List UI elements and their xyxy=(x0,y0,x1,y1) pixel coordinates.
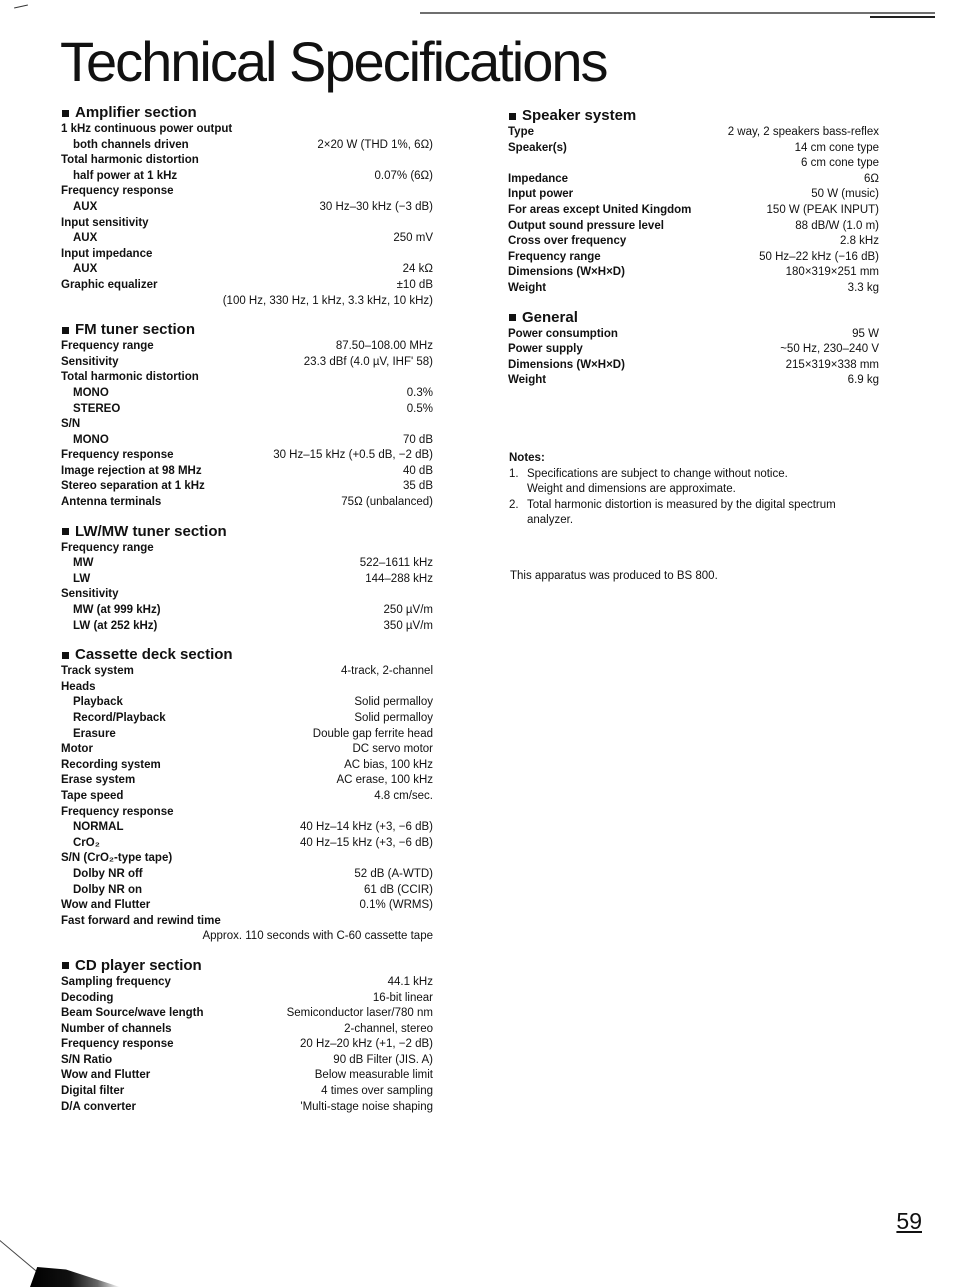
spec-row xyxy=(60,184,433,200)
spec-label: Decoding xyxy=(61,991,114,1004)
spec-row xyxy=(60,991,433,1007)
spec-row xyxy=(60,851,433,867)
spec-label: Weight xyxy=(508,281,547,294)
spec-row xyxy=(60,355,433,371)
spec-value: DC servo motor xyxy=(352,743,433,756)
spec-row xyxy=(60,867,433,883)
spec-row xyxy=(60,1100,433,1116)
spec-label: Output sound pressure level xyxy=(508,219,664,232)
spec-row xyxy=(507,342,879,358)
spec-value: 40 Hz–14 kHz (+3, −6 dB) xyxy=(300,821,433,834)
spec-label: Frequency range xyxy=(61,340,154,353)
note-line: Specifications are subject to change without notice. xyxy=(527,467,788,480)
spec-row xyxy=(60,122,433,138)
spec-label: For areas except United Kingdom xyxy=(508,203,692,216)
spec-row xyxy=(60,773,433,789)
spec-row xyxy=(60,556,433,572)
spec-label: MONO xyxy=(73,386,109,399)
spec-label: Erasure xyxy=(73,727,116,740)
spec-label: AUX xyxy=(73,200,98,213)
spec-row xyxy=(60,805,433,821)
spec-label: Speaker(s) xyxy=(508,141,567,154)
note-line: Total harmonic distortion is measured by the digital spectrum xyxy=(527,498,836,511)
spec-label: Dimensions (W×H×D) xyxy=(508,266,625,279)
spec-row xyxy=(507,265,879,281)
spec-value: 40 Hz–15 kHz (+3, −6 dB) xyxy=(300,836,433,849)
spec-row xyxy=(60,758,433,774)
spec-value: 215×319×338 mm xyxy=(785,358,879,371)
spec-value: 2.8 kHz xyxy=(840,235,879,248)
square-bullet-icon xyxy=(62,652,69,659)
spec-row xyxy=(60,200,433,216)
spec-value: 23.3 dBf (4.0 µV, IHF' 58) xyxy=(303,355,433,368)
spec-value: 6 cm cone type xyxy=(801,157,879,170)
spec-row xyxy=(60,680,433,696)
spec-value: 0.5% xyxy=(406,402,433,415)
spec-section xyxy=(60,646,433,945)
spec-value: Below measurable limit xyxy=(314,1069,433,1082)
spec-row xyxy=(60,479,433,495)
spec-label: Cross over frequency xyxy=(508,235,627,248)
spec-row xyxy=(60,898,433,914)
spec-value: 30 Hz–15 kHz (+0.5 dB, −2 dB) xyxy=(273,449,433,462)
spec-value: 2 way, 2 speakers bass-reflex xyxy=(727,126,879,138)
page-title: Technical Specifications xyxy=(60,30,607,93)
spec-row xyxy=(507,219,879,235)
spec-row xyxy=(60,153,433,169)
spec-row xyxy=(507,281,879,297)
spec-label: Dimensions (W×H×D) xyxy=(508,358,625,371)
spec-label: Frequency response xyxy=(61,185,174,198)
square-bullet-icon xyxy=(62,110,69,117)
spec-value: 0.07% (6Ω) xyxy=(374,169,433,182)
section-title-text: General xyxy=(522,308,578,326)
spec-label: D/A converter xyxy=(61,1100,136,1113)
spec-row xyxy=(60,464,433,480)
spec-row xyxy=(60,789,433,805)
spec-value: ~50 Hz, 230–240 V xyxy=(780,343,879,356)
spec-value: 250 mV xyxy=(393,232,433,245)
spec-value: 150 W (PEAK INPUT) xyxy=(766,203,879,216)
spec-value: 90 dB Filter (JIS. A) xyxy=(333,1053,433,1066)
spec-row xyxy=(60,1006,433,1022)
spec-value: 50 Hz–22 kHz (−16 dB) xyxy=(759,250,879,263)
spec-row xyxy=(60,1084,433,1100)
spec-value: 30 Hz–30 kHz (−3 dB) xyxy=(319,200,433,213)
spec-label: Frequency range xyxy=(61,541,154,554)
square-bullet-icon xyxy=(62,528,69,535)
notes-block xyxy=(509,451,879,529)
spec-row xyxy=(60,1053,433,1069)
spec-label: MW xyxy=(73,557,94,570)
spec-value: Solid permalloy xyxy=(354,696,433,709)
section-title xyxy=(507,309,879,327)
spec-row xyxy=(60,448,433,464)
spec-value: (100 Hz, 330 Hz, 1 kHz, 3.3 kHz, 10 kHz) xyxy=(222,294,433,307)
spec-label: Sensitivity xyxy=(61,355,119,368)
spec-label: 1 kHz continuous power output xyxy=(61,123,233,135)
spec-row xyxy=(60,572,433,588)
spec-row xyxy=(60,1037,433,1053)
spec-section xyxy=(60,104,433,309)
spec-label: Record/Playback xyxy=(73,712,166,724)
spec-label: Frequency response xyxy=(61,449,174,462)
section-title xyxy=(60,523,433,541)
spec-row xyxy=(507,250,879,266)
notes-title: Notes: xyxy=(509,452,545,464)
spec-row xyxy=(507,125,879,141)
spec-label: NORMAL xyxy=(73,821,124,834)
spec-row xyxy=(60,402,433,418)
spec-row xyxy=(507,234,879,250)
spec-row xyxy=(60,883,433,899)
spec-row xyxy=(507,141,879,157)
spec-label: Image rejection at 98 MHz xyxy=(61,464,202,477)
spec-label: Antenna terminals xyxy=(61,496,162,509)
spec-label: LW xyxy=(73,572,91,585)
spec-value: 4 times over sampling xyxy=(321,1085,433,1098)
spec-value: Semiconductor laser/780 nm xyxy=(286,1007,433,1020)
spec-value: 95 W xyxy=(852,327,879,340)
corner-mark xyxy=(14,5,28,9)
scan-artifact-line xyxy=(0,1240,38,1273)
spec-label: Weight xyxy=(508,374,547,387)
spec-value: AC bias, 100 kHz xyxy=(344,758,433,771)
section-title xyxy=(507,107,879,125)
spec-label: S/N xyxy=(61,418,81,431)
spec-value: 6.9 kg xyxy=(847,374,879,387)
spec-row xyxy=(60,1022,433,1038)
spec-row xyxy=(60,664,433,680)
spec-label: Sampling frequency xyxy=(61,975,171,988)
bs-standard-note: This apparatus was produced to BS 800. xyxy=(510,570,718,582)
spec-label: Frequency response xyxy=(61,805,174,818)
spec-label: Power consumption xyxy=(508,327,618,340)
spec-value: Approx. 110 seconds with C-60 cassette tape xyxy=(202,930,433,943)
spec-label: Total harmonic distortion xyxy=(61,371,199,384)
spec-label: Dolby NR off xyxy=(73,867,143,880)
section-title xyxy=(60,646,433,664)
spec-label: Erase system xyxy=(61,774,136,787)
spec-section xyxy=(507,107,879,297)
spec-label: LW (at 252 kHz) xyxy=(73,619,158,632)
spec-row xyxy=(60,1068,433,1084)
spec-value: 87.50–108.00 MHz xyxy=(335,340,433,353)
spec-value: 88 dB/W (1.0 m) xyxy=(795,219,879,232)
spec-row xyxy=(60,339,433,355)
spec-label: Fast forward and rewind time xyxy=(61,914,221,927)
section-title xyxy=(60,104,433,122)
spec-value: 16-bit linear xyxy=(372,991,433,1004)
spec-label: S/N (CrO₂-type tape) xyxy=(61,852,173,865)
spec-label: Wow and Flutter xyxy=(61,899,151,912)
spec-value: 180×319×251 mm xyxy=(785,266,879,279)
spec-row xyxy=(60,417,433,433)
spec-row xyxy=(507,358,879,374)
spec-value: 40 dB xyxy=(402,464,433,477)
section-title xyxy=(60,957,433,975)
spec-value: 70 dB xyxy=(402,433,433,446)
spec-value: ±10 dB xyxy=(396,278,433,291)
spec-label: AUX xyxy=(73,232,98,245)
spec-value: 44.1 kHz xyxy=(387,975,433,988)
spec-label: Power supply xyxy=(508,343,583,356)
spec-label: Motor xyxy=(61,743,93,756)
square-bullet-icon xyxy=(509,113,516,120)
section-title-text: Amplifier section xyxy=(75,104,197,121)
top-rule xyxy=(420,12,935,14)
spec-row xyxy=(60,433,433,449)
spec-label: Sensitivity xyxy=(61,588,119,601)
section-title-text: Speaker system xyxy=(522,107,637,124)
spec-row xyxy=(60,619,433,635)
spec-value: 2-channel, stereo xyxy=(344,1022,433,1035)
spec-label: Stereo separation at 1 kHz xyxy=(61,480,205,493)
spec-label: Input impedance xyxy=(61,247,153,260)
spec-value: 6Ω xyxy=(864,172,879,185)
spec-value: 75Ω (unbalanced) xyxy=(341,496,433,509)
spec-label: CrO₂ xyxy=(73,836,100,849)
spec-row xyxy=(60,587,433,603)
spec-row xyxy=(60,695,433,711)
spec-value: 20 Hz–20 kHz (+1, −2 dB) xyxy=(300,1038,433,1051)
spec-label: Graphic equalizer xyxy=(61,278,158,291)
spec-row xyxy=(60,742,433,758)
spec-row xyxy=(60,216,433,232)
spec-row xyxy=(60,370,433,386)
spec-value: 61 dB (CCIR) xyxy=(363,883,433,896)
spec-value: 4-track, 2-channel xyxy=(340,665,433,678)
spec-value: 250 µV/m xyxy=(383,604,433,617)
spec-row xyxy=(60,820,433,836)
note-number: 2. xyxy=(509,498,519,511)
section-title-text: LW/MW tuner section xyxy=(75,522,227,540)
spec-label: Number of channels xyxy=(61,1022,172,1035)
spec-row xyxy=(60,975,433,991)
spec-row xyxy=(60,727,433,743)
spec-row xyxy=(60,294,433,310)
spec-value: 52 dB (A-WTD) xyxy=(354,867,433,880)
note-1 xyxy=(509,467,879,498)
spec-label: Type xyxy=(508,126,534,138)
spec-value: 144–288 kHz xyxy=(365,572,433,585)
spec-row xyxy=(60,711,433,727)
spec-value: 35 dB xyxy=(402,480,433,493)
spec-label: Impedance xyxy=(508,172,569,185)
spec-value: 'Multi-stage noise shaping xyxy=(300,1100,433,1113)
spec-value: 522–1611 kHz xyxy=(359,557,433,570)
spec-row xyxy=(507,172,879,188)
spec-label: AUX xyxy=(73,263,98,276)
spec-label: MW (at 999 kHz) xyxy=(73,604,161,617)
spec-value: 4.8 cm/sec. xyxy=(374,789,433,802)
spec-row xyxy=(60,495,433,511)
top-rule-accent xyxy=(870,16,935,18)
note-line: analyzer. xyxy=(527,514,574,527)
spec-label: Digital filter xyxy=(61,1085,125,1098)
spec-value: 0.1% (WRMS) xyxy=(359,899,433,912)
square-bullet-icon xyxy=(509,314,516,321)
spec-label: Heads xyxy=(61,680,96,693)
spec-row xyxy=(60,247,433,263)
spec-row xyxy=(507,373,879,389)
spec-label: Tape speed xyxy=(61,789,124,802)
spec-value: 2×20 W (THD 1%, 6Ω) xyxy=(317,138,433,151)
note-2 xyxy=(509,498,879,529)
spec-label: Track system xyxy=(61,665,134,678)
spec-row xyxy=(507,327,879,343)
spec-row xyxy=(60,386,433,402)
spec-label: Beam Source/wave length xyxy=(61,1007,204,1020)
spec-row xyxy=(60,603,433,619)
spec-label: both channels driven xyxy=(73,138,189,151)
spec-label: Dolby NR on xyxy=(73,883,142,896)
spec-row xyxy=(60,169,433,185)
spec-value: 0.3% xyxy=(406,386,433,399)
spec-label: Total harmonic distortion xyxy=(61,154,199,167)
spec-label: MONO xyxy=(73,433,109,446)
spec-row xyxy=(60,914,433,930)
spec-label: Frequency range xyxy=(508,250,601,263)
spec-label: Wow and Flutter xyxy=(61,1069,151,1082)
spec-section xyxy=(60,957,433,1115)
spec-section xyxy=(60,321,433,511)
spec-value: 3.3 kg xyxy=(847,281,879,294)
section-title-text: Cassette deck section xyxy=(75,646,233,664)
spec-value: 350 µV/m xyxy=(383,619,433,632)
spec-label: Recording system xyxy=(61,758,161,771)
spec-label: STEREO xyxy=(73,402,121,415)
spec-label: Playback xyxy=(73,696,123,709)
spec-value: Solid permalloy xyxy=(354,712,433,724)
spec-row xyxy=(60,929,433,945)
spec-row xyxy=(60,541,433,557)
spec-label: S/N Ratio xyxy=(61,1053,113,1066)
spec-value: 50 W (music) xyxy=(811,188,879,201)
section-title-text: FM tuner section xyxy=(75,321,196,339)
square-bullet-icon xyxy=(62,327,69,334)
note-number: 1. xyxy=(509,467,519,480)
spec-value: 24 kΩ xyxy=(402,263,433,276)
spec-label: half power at 1 kHz xyxy=(73,169,178,182)
spec-row xyxy=(507,187,879,203)
spec-value: AC erase, 100 kHz xyxy=(336,774,433,787)
spec-row xyxy=(507,156,879,172)
spec-label: Frequency response xyxy=(61,1038,174,1051)
square-bullet-icon xyxy=(62,962,69,969)
spec-section xyxy=(60,523,433,635)
right-column xyxy=(507,107,879,401)
spec-row xyxy=(60,231,433,247)
spec-row xyxy=(60,138,433,154)
spec-section xyxy=(507,309,879,389)
scan-artifact xyxy=(30,1262,120,1287)
section-title-text: CD player section xyxy=(75,956,202,974)
spec-row xyxy=(60,278,433,294)
spec-label: Input sensitivity xyxy=(61,216,149,229)
left-column xyxy=(60,104,433,1127)
page-number: 59 xyxy=(896,1208,922,1234)
spec-value: 14 cm cone type xyxy=(794,141,879,154)
spec-row xyxy=(60,836,433,852)
spec-value: Double gap ferrite head xyxy=(312,727,433,740)
spec-label: Input power xyxy=(508,188,574,201)
spec-row xyxy=(507,203,879,219)
note-line: Weight and dimensions are approximate. xyxy=(527,483,736,496)
spec-row xyxy=(60,262,433,278)
section-title xyxy=(60,321,433,339)
